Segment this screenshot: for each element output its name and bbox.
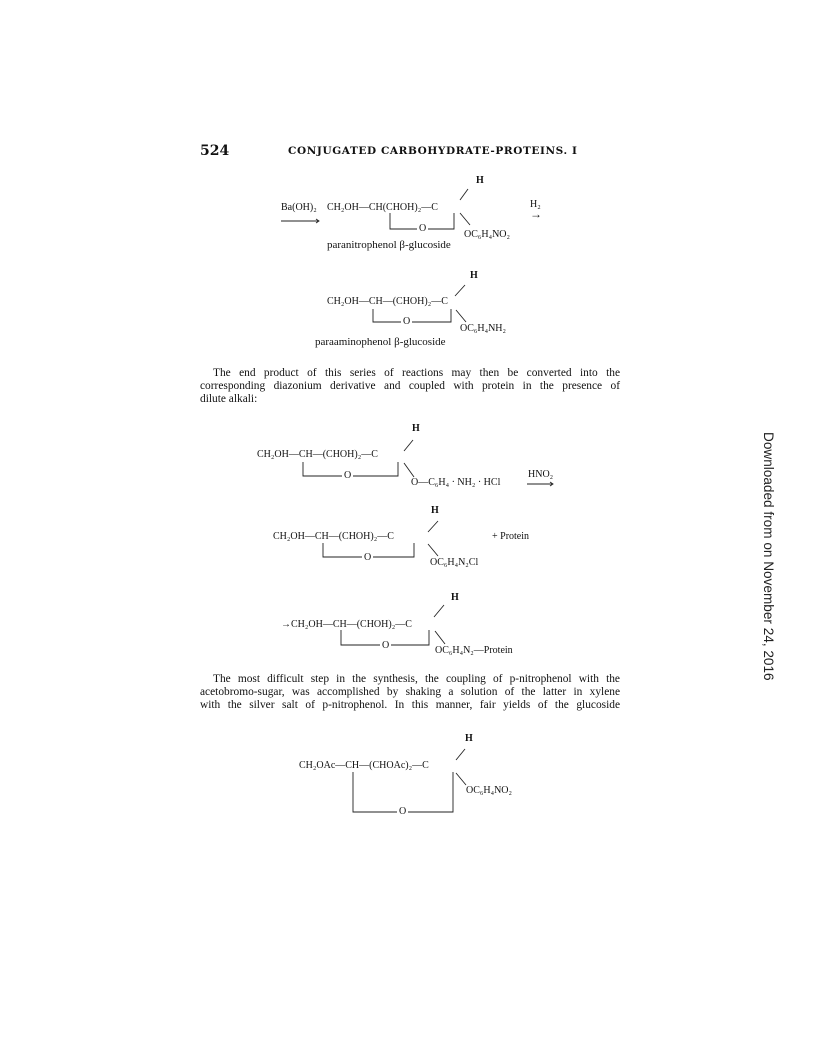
- scheme6-h: H: [465, 733, 473, 744]
- scheme6-substituent: OC₆H₄NO₂: [466, 785, 513, 796]
- scheme3-reagent: HNO₂: [528, 469, 554, 480]
- scheme1-ring-oxygen: O: [419, 223, 427, 234]
- scheme2-substituent: OC₆H₄NH₂: [460, 323, 507, 334]
- page-number: 524: [200, 143, 230, 159]
- text-line: with the silver salt of p-nitrophenol. In this manner, fair yields of the glucoside: [200, 699, 620, 712]
- scheme4-plus-protein: + Protein: [492, 531, 530, 542]
- scheme1-reagent-left: Ba(OH)₂: [281, 202, 317, 213]
- scheme5-h: H: [451, 592, 459, 603]
- text-line: corresponding diazonium derivative and coupled with protein in the presence of: [200, 380, 620, 393]
- scheme3-ring-oxygen: O: [344, 470, 352, 481]
- scheme3-chain: CH₂OH—CH—(CHOH)₂—C: [257, 449, 378, 460]
- download-notice: Downloaded from on November 24, 2016: [761, 432, 776, 681]
- text-line: The end product of this series of reactions may then be converted into the: [213, 367, 620, 379]
- scheme3-h: H: [412, 423, 420, 434]
- scheme1-h: H: [476, 175, 484, 186]
- scheme4-chain: CH₂OH—CH—(CHOH)₂—C: [273, 531, 394, 542]
- scheme6-ring-oxygen: O: [399, 806, 407, 817]
- paragraph-synthesis: [200, 673, 620, 713]
- scheme1-arrow-right: →: [530, 207, 542, 221]
- scheme5-substituent: OC₆H₄N₂—Protein: [435, 645, 513, 656]
- scheme5-ring-oxygen: O: [382, 640, 390, 651]
- text-line: The most difficult step in the synthesis, the coupling of p-nitrophenol with the: [213, 673, 620, 685]
- scheme1-reagent-right: H₂: [530, 199, 541, 210]
- scheme4-substituent: OC₆H₄N₂Cl: [430, 557, 479, 568]
- scheme5-chain: →CH₂OH—CH—(CHOH)₂—C: [281, 619, 412, 630]
- scheme2-compound-name: paraaminophenol β-glucoside: [315, 336, 446, 348]
- paragraph-intro: [200, 367, 620, 407]
- scheme1-compound-name: paranitrophenol β-glucoside: [327, 239, 451, 251]
- text-line: dilute alkali:: [200, 393, 258, 406]
- scheme4-h: H: [431, 505, 439, 516]
- scheme3-substituent: O—C₆H₄ · NH₂ · HCl: [411, 477, 501, 488]
- scheme2-chain: CH₂OH—CH—(CHOH)₂—C: [327, 296, 448, 307]
- running-title: CONJUGATED CARBOHYDRATE-PROTEINS. I: [288, 145, 578, 157]
- text-line: acetobromo-sugar, was accomplished by shaking a solution of the latter in xylene: [200, 686, 620, 699]
- scheme2-ring-oxygen: O: [403, 316, 411, 327]
- scheme1-substituent: OC₆H₄NO₂: [464, 229, 511, 240]
- scheme2-h: H: [470, 270, 478, 281]
- scheme6-chain: CH₂OAc—CH—(CHOAc)₂—C: [299, 760, 429, 771]
- scheme1-chain: CH₂OH—CH(CHOH)₂—C: [327, 202, 438, 213]
- scheme4-ring-oxygen: O: [364, 552, 372, 563]
